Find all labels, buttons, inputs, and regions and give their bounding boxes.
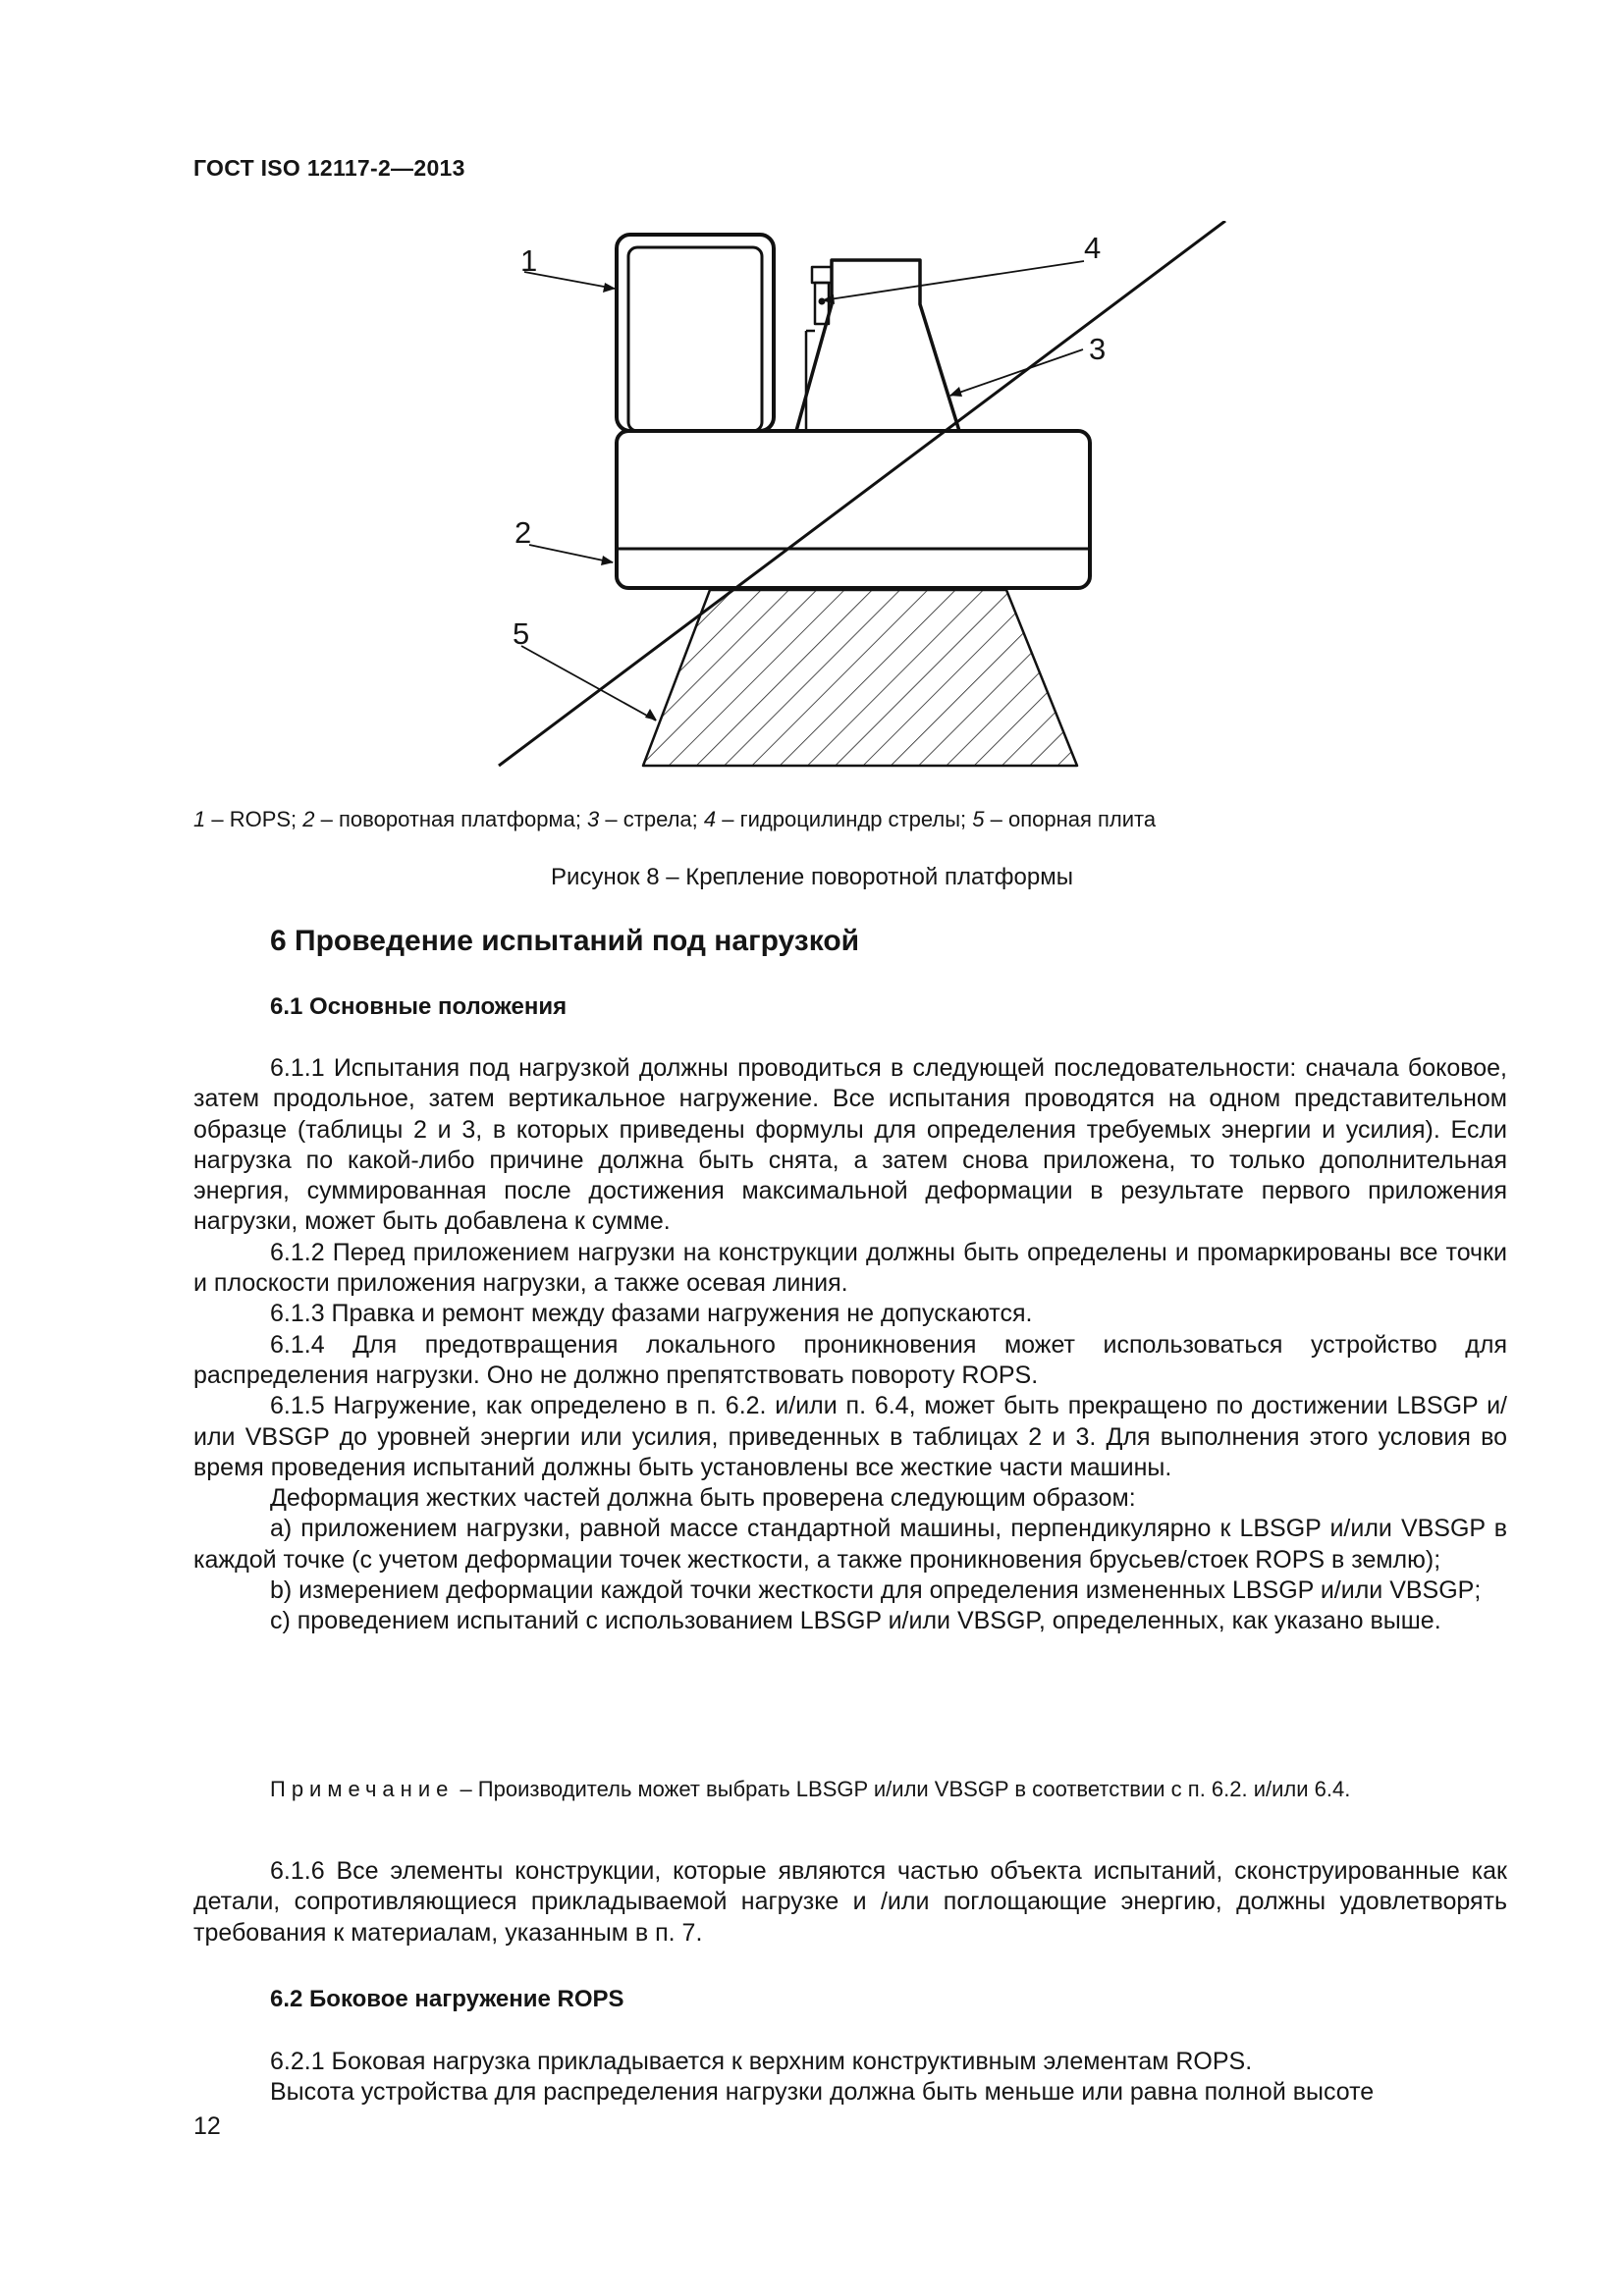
section-6-1-body [193, 1053, 1507, 1637]
callout-3: 3 [1089, 332, 1107, 366]
legend-text: – ROPS; [205, 807, 303, 831]
legend-text: – гидроцилиндр стрелы; [716, 807, 973, 831]
legend-text: – опорная плита [984, 807, 1157, 831]
turntable-outline [617, 431, 1090, 588]
note-label: Примечание [270, 1777, 455, 1801]
legend-num: 5 [972, 807, 985, 831]
rops-inner [628, 247, 762, 431]
callout-2: 2 [514, 515, 532, 550]
subsection-heading-6-1: 6.1 Основные положения [270, 993, 568, 1020]
section-6-2-body [193, 2047, 1507, 2109]
list-item-b: b) измерением деформации каждой точки жесткости для определения измененных LBSGP и/или VBSGP; [270, 1576, 1482, 1605]
rops-outer [617, 235, 774, 431]
paragraph-6-1-1: 6.1.1 Испытания под нагрузкой должны проводиться в следующей последовательности: сначала боковое, затем продольное, затем вертикальное нагружение. Все испытания проводятся на одном представительном образце (таблицы 2 и 3, в которых приведены формулы для определения требуемых энергии и усилия). Если нагрузка по какой-либо причине должна быть снята, а затем снова приложена, то только дополнительная энергия, суммированная после достижения максимальной деформации в результате первого приложения нагрузки, может быть добавлена к сумме. [193, 1054, 1507, 1236]
turntable-mounting-drawing [491, 221, 1237, 785]
paragraph-6-1-6-block [193, 1856, 1507, 1949]
paragraph-6-2-1-continued: Высота устройства для распределения нагрузки должна быть меньше или равна полной высоте [270, 2078, 1375, 2107]
legend-num: 3 [587, 807, 600, 831]
paragraph-6-2-1: 6.2.1 Боковая нагрузка прикладывается к верхним конструктивным элементам ROPS. [270, 2048, 1253, 2075]
paragraph-6-1-5: 6.1.5 Нагружение, как определено в п. 6.2. и/или п. 6.4, может быть прекращено по достижении LBSGP и/или VBSGP до уровней энергии или усилия, приведенных в таблицах 2 и 3. Для выполнения этого условия во время проведения испытаний должны быть установлены все жесткие части машины. [193, 1392, 1507, 1481]
paragraph-6-1-2: 6.1.2 Перед приложением нагрузки на конструкции должны быть определены и промаркированы все точки и плоскости приложения нагрузки, а также осевая линия. [193, 1238, 1507, 1298]
cylinder-head [812, 267, 832, 283]
page-number: 12 [193, 2112, 221, 2140]
legend-num: 1 [193, 807, 206, 831]
callout-4: 4 [1084, 231, 1102, 265]
callout-1: 1 [520, 243, 538, 278]
paragraph-6-1-3: 6.1.3 Правка и ремонт между фазами нагружения не допускаются. [270, 1300, 1033, 1328]
figure-legend [193, 806, 1509, 833]
paragraph-6-1-5-deformation: Деформация жестких частей должна быть проверена следующим образом: [270, 1484, 1136, 1513]
paragraph-6-1-4: 6.1.4 Для предотвращения локального проникновения может использоваться устройство для распределения нагрузки. Оно не должно препятствовать повороту ROPS. [193, 1330, 1507, 1389]
document-header: ГОСТ ISO 12117-2—2013 [193, 155, 465, 181]
note-text: – Производитель может выбрать LBSGP и/или VBSGP в соответствии с п. 6.2. и/или 6.4. [454, 1777, 1351, 1801]
figure-8 [491, 221, 1237, 785]
callout-5: 5 [513, 616, 530, 651]
section-heading-6: 6 Проведение испытаний под нагрузкой [270, 925, 860, 957]
list-item-a: а) приложением нагрузки, равной массе стандартной машины, перпендикулярно к LBSGP и/или VBSGP в каждой точке (с учетом деформации точек жесткости, а также проникновения брусьев/стоек ROPS в землю); [193, 1515, 1507, 1574]
legend-num: 2 [302, 807, 315, 831]
list-item-c: с) проведением испытаний с использованием LBSGP и/или VBSGP, определенных, как указано выше. [270, 1607, 1441, 1635]
figure-caption: Рисунок 8 – Крепление поворотной платформы [551, 864, 1073, 890]
boom-outline [796, 260, 959, 431]
note [193, 1773, 1507, 1805]
legend-text: – поворотная платформа; [314, 807, 588, 831]
support-plate [643, 590, 1077, 766]
paragraph-6-1-6: 6.1.6 Все элементы конструкции, которые являются частью объекта испытаний, сконструированные как детали, сопротивляющиеся прикладываемой нагрузке и /или поглощающие энергию, должны удовлетворять требования к материалам, указанным в п. 7. [193, 1857, 1507, 1947]
subsection-heading-6-2: 6.2 Боковое нагружение ROPS [270, 1986, 624, 2012]
legend-text: – стрела; [599, 807, 704, 831]
legend-num: 4 [703, 807, 717, 831]
